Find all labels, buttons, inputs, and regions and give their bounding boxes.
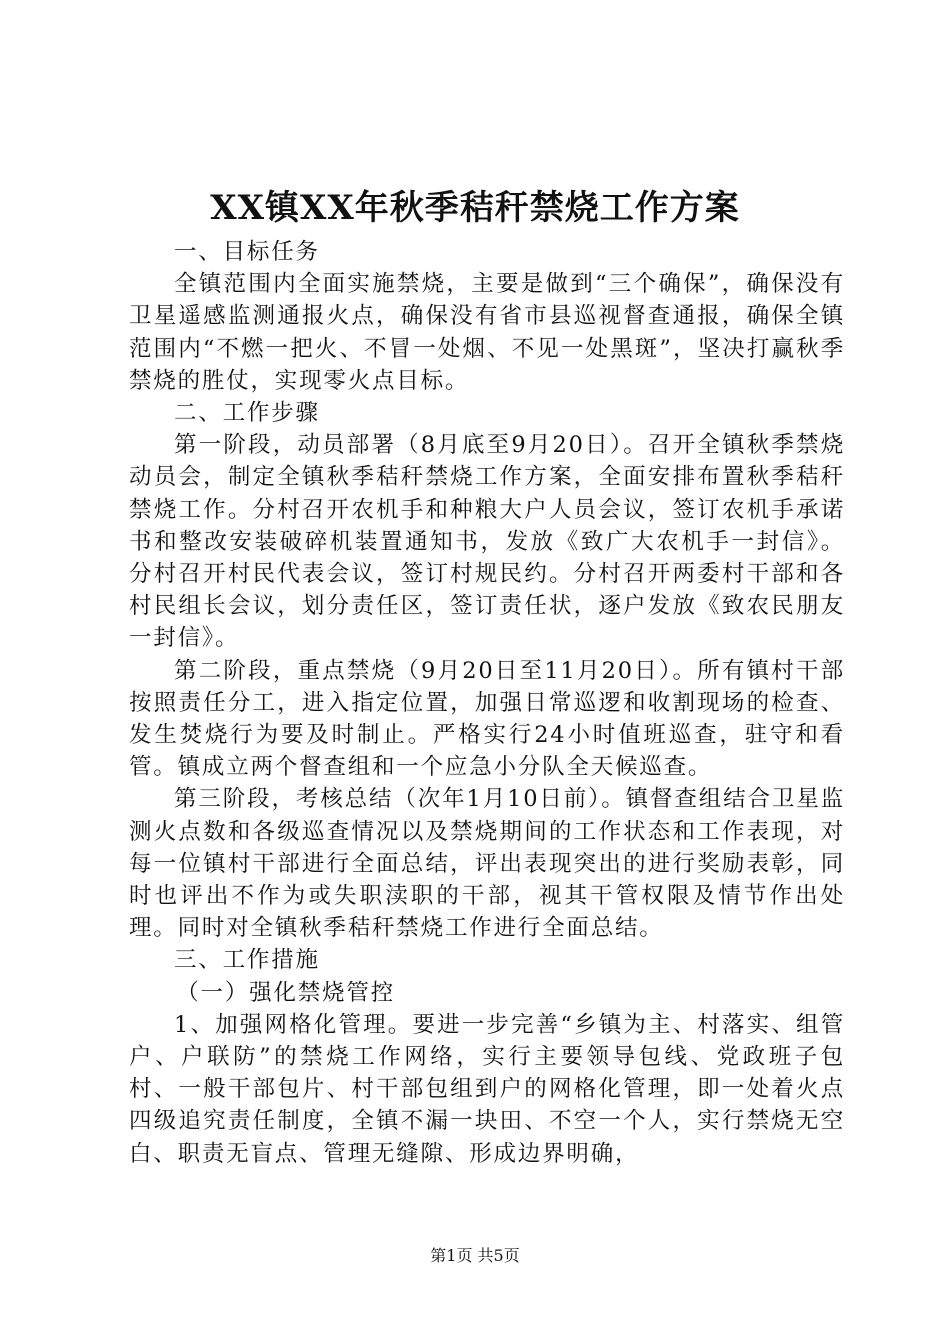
heading-measures: 三、工作措施 (174, 947, 320, 974)
document-title: XX镇XX年秋季秸秆禁烧工作方案 (210, 188, 740, 228)
paragraph-goals: 全镇范围内全面实施禁烧，主要是做到“三个确保”，确保没有卫星遥感监测通报火点，确保没有省市县巡视督查通报，确保全镇范围内“不燃一把火、不冒一处烟、不见一处黑斑”，坚决打赢秋季禁烧的胜仗，实现零火点目标。 (129, 271, 845, 394)
subheading-control: （一）强化禁烧管控 (176, 979, 395, 1006)
page-footer: 第1页 共5页 (430, 1246, 520, 1265)
paragraph-grid-management: 1、加强网格化管理。要进一步完善“乡镇为主、村落实、组管户、户联防”的禁烧工作网络，实行主要领导包线、党政班子包村、一般干部包片、村干部包组到户的网格化管理，即一处着火点四级追究责任制度，全镇不漏一块田、不空一个人，实行禁烧无空白、职责无盲点、管理无缝隙、形成边界明确， (129, 1011, 845, 1167)
heading-steps: 二、工作步骤 (174, 400, 320, 427)
paragraph-stage-three: 第三阶段，考核总结（次年1月10日前）。镇督查组结合卫星监测火点数和各级巡查情况以及禁烧期间的工作状态和工作表现，对每一位镇村干部进行全面总结，评出表现突出的进行奖励表彰，同时也评出不作为或失职渎职的干部，视其干管权限及情节作出处理。同时对全镇秋季秸秆禁烧工作进行全面总结。 (129, 786, 845, 942)
heading-goals: 一、目标任务 (174, 239, 320, 265)
document-body (129, 236, 845, 1170)
paragraph-stage-two: 第二阶段，重点禁烧（9月20日至11月20日）。所有镇村干部按照责任分工，进入指定位置，加强日常巡逻和收割现场的检查、发生焚烧行为要及时制止。严格实行24小时值班巡查，驻守和看管。镇成立两个督查组和一个应急小分队全天候巡查。 (129, 657, 845, 781)
paragraph-stage-one: 第一阶段，动员部署（8月底至9月20日）。召开全镇秋季禁烧动员会，制定全镇秋季秸秆禁烧工作方案，全面安排布置秋季秸秆禁烧工作。分村召开农机手和种粮大户人员会议，签订农机手承诺书和整改安装破碎机装置通知书，发放《致广大农机手一封信》。分村召开村民代表会议，签订村规民约。分村召开两委村干部和各村民组长会议，划分责任区，签订责任状，逐户发放《致农民朋友一封信》。 (129, 432, 845, 652)
